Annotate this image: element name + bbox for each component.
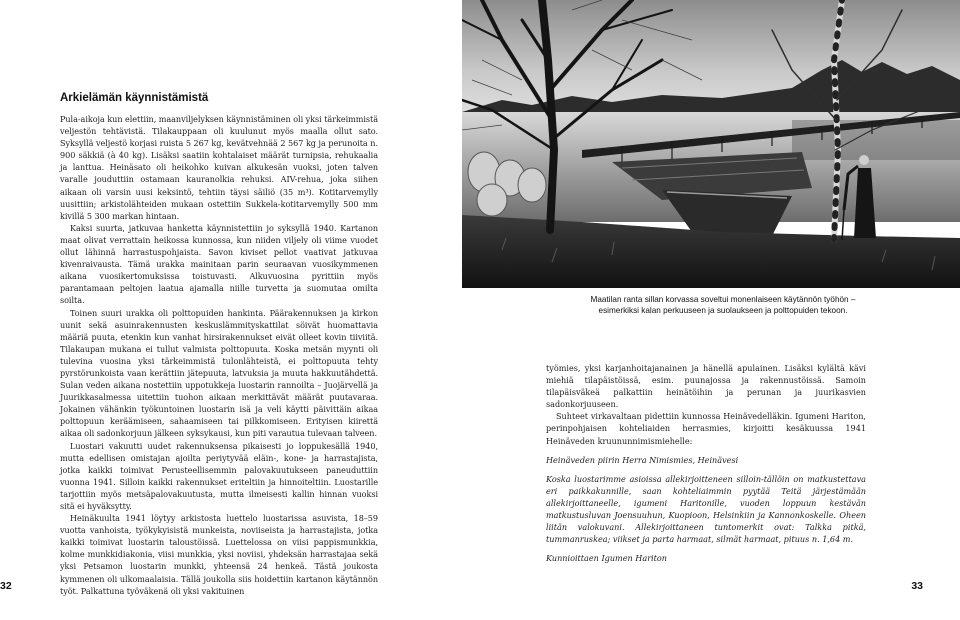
letter-salutation: Heinäveden piirin Herra Nimismies, Heinävesi — [546, 454, 739, 465]
right-text-column — [546, 362, 866, 564]
body-paragraph: Toinen suuri urakka oli polttopuiden hankinta. Päärakennuksen ja kirkon uunit sekä asuinrakennusten keskuslämmityskattilat söivät huomattavia määriä puuta, etenkin kun vanhat hirsirakennukset eivät olleet kovin tiiviitä. Tilakaupan mukana ei tullut valmista polttopuuta. Koska metsän myynti oli tulevina vuosina yksi tärkeimmistä tulonlähteistä, ei polttopuuta tehty pyrstörunkoista vaan kerättiin jätepuuta, latvuksia ja muuta hakkuutähdettä. Sulan veden aikana nostettiin uppotukkeja luostarin rannoilta – Juojärvellä ja Juurikkasalmessa uitettiin tuohon aikaan merkittävät määrät puutavaraa. Jokainen vähänkin työkuntoinen luostarin isä ja veli käytti päivittäin aikaa polttopuun keräämiseen, sahaamiseen tai pilkkomiseen. Erityisen kiirettä aikaa oli sadonkorjuun jälkeen syksykausi, kun piti varautua tulevaan talveen. — [60, 307, 378, 439]
body-paragraph: Luostari vakuutti uudet rakennuksensa pikaisesti jo loppukesällä 1940, mutta edellisen omistajan ajoilta periytyvää eläin-, kone- ja harrastajista, jotka kaikki toimivat Perusteellisemmin palovakuutukseen paneuduttiin vuonna 1941. Silloin kaikki rakennukset eriteltiin ja hinnoiteltiin. Luostarille tarjottiin myös metsäpalovakuutusta, mutta ilmeisesti kallin hinnan vuoksi sitä ei hyväksytty. — [60, 440, 378, 511]
body-paragraph: Pula-aikoja kun elettiin, maanviljelyksen käynnistäminen oli yksi tärkeimmistä veljestön tehtävistä. Tilakauppaan oli kuulunut myös maalla ollut sato. Syksyllä veljestö korjasi ruista 5 267 kg, kevätvehnää 2 567 kg ja perunoita n. 900 säkkiä (à 40 kg). Lisäksi saatiin kohtalaiset määrät turnipsia, rehukaalia ja lanttua. Heinäsato oli heikohko kuivan alkukesän vuoksi, joten talven varalle jouduttiin ostamaan kauranolkia rehuksi. AIV-rehua, joka siihen aikaan oli varsin uusi keksintö, tehtiin täysi säiliö (35 m³). Kotitarvemylly uusittiin; arkistolähteiden mukaan ostettiin Sukkela-kotitarvemylly 500 mm kivillä 5 300 markan hintaan. — [60, 114, 378, 221]
body-paragraph: Kaksi suurta, jatkuvaa hanketta käynnistettiin jo syksyllä 1940. Kartanon maat olivat verrattain heikossa kunnossa, kun niiden viljely oli viime vuodet ollut lähinnä harrastuspohjaista. Savon kiviset pellot vaativat jatkuvaa kivenraivausta. Tämä urakka mainitaan parin seuraavan vuosikymmenen aikana vuosikertomuksissa toistuvasti. Alkuvuosina pyrittiin myös parantamaan peltojen laatua ajamalla niille turvetta ja suomutaa omilta soilta. — [60, 222, 378, 306]
body-paragraph: työmies, yksi karjanhoitajanainen ja hänellä apulainen. Lisäksi kylältä kävi miehiä tilapäistöissä, esim. puunajossa ja rakennustöissä. Samoin tilapäisväkeä palkattiin heinätöihin ja perunan ja juurikasvien sadonkorjuuseen. — [546, 363, 866, 410]
lakeside-photo — [462, 0, 960, 288]
body-paragraph: Suhteet virkavaltaan pidettiin kunnossa Heinävedelläkin. Igumeni Hariton, perinpohjaisen kohteliaiden herrasmies, kirjoitti kesäkuussa 1941 Heinäveden kruununnimismiehelle: — [546, 411, 866, 446]
letter-body: Koska luostarimme asioissa allekirjoitteneen silloin-tällöin on matkustettava eri paikkakunnille, saan kohteliaimmin pyytää Teitä järjestämään allekirjoittaneelle, igumeni Haritonille, vuoden loppuun kestävän matkustusluvan Joensuuhun, Kuopioon, Helsinkiin ja Kannonkoskelle. Oheen liitän valokuvani. Allekirjoittaneen tuntomerkit ovat: Talkka pitkä, tummanruskea; viikset ja parta harmaat, silmät harmaat, pituus n. 1,64 m. — [546, 473, 866, 545]
photo-caption — [548, 294, 898, 316]
page-number-left: 32 — [0, 580, 12, 592]
caption-line: Maatilan ranta sillan korvassa soveltui monenlaiseen käytännön työhön – — [590, 295, 856, 304]
page-number-right: 33 — [911, 580, 923, 592]
letter-signature: Kunnioittaen Igumen Hariton — [546, 553, 667, 564]
body-paragraph: Heinäkuulta 1941 löytyy arkistosta luettelo luostarissa asuvista, 18–59 vuotta vanhoista, työkykyisistä munkeista, noviiseista ja harrastajista, jotka kaikki toimivat luostarin taloustöissä. Luettelossa on viisi pappismunkkia, kolme munkkidiakonia, viisi munkkia, yksi noviisi, yhdeksän harrastajaa sekä yksi Petsamon luostarin munkki, yhteensä 24 henkeä. Tästä joukosta kymmenen oli ulkomaalaisia. Tällä joukolla siis hoidettiin kartanon käytännön työt. Palkattuna työväkenä oli yksi vakituinen — [60, 513, 378, 596]
caption-line: esimerkiksi kalan perkuuseen ja suolaukseen ja polttopuiden tekoon. — [598, 306, 848, 316]
section-heading: Arkielämän käynnistämistä — [60, 92, 209, 104]
left-text-column — [60, 113, 378, 597]
